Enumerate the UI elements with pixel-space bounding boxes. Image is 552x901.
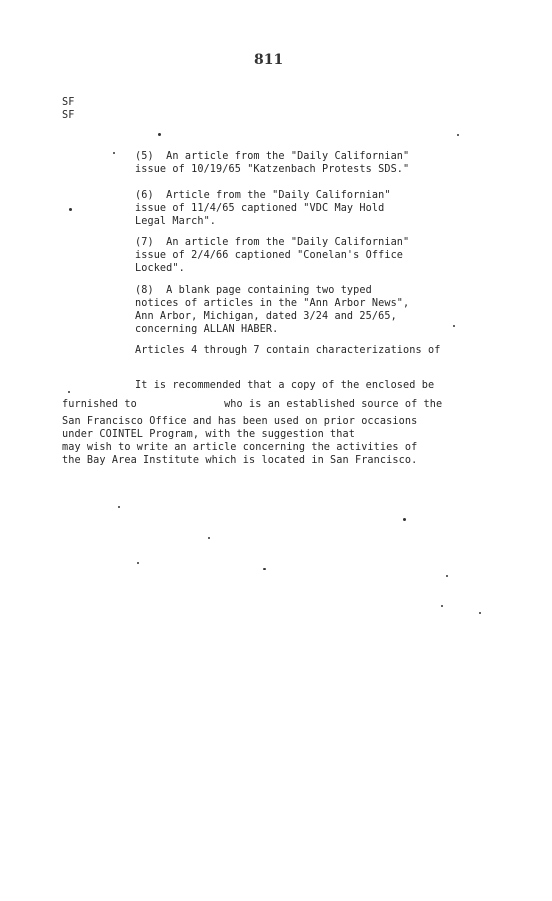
scan-speck bbox=[453, 325, 455, 327]
scan-speck bbox=[158, 133, 161, 136]
scan-speck bbox=[68, 391, 70, 393]
recommendation-line-4: under COINTEL Program, with the suggestion that bbox=[62, 429, 355, 440]
scan-speck bbox=[137, 562, 139, 564]
item-6-line-1: (6) Article from the "Daily Californian" bbox=[135, 190, 391, 201]
item-5-line-1: (5) An article from the "Daily Californian" bbox=[135, 151, 410, 162]
scan-speck bbox=[457, 134, 459, 136]
recommendation-line-1: It is recommended that a copy of the enclosed be bbox=[135, 380, 435, 391]
item-5-line-2: issue of 10/19/65 "Katzenbach Protests SDS." bbox=[135, 164, 410, 175]
scan-speck bbox=[113, 152, 115, 154]
item-7-line-2: issue of 2/4/66 captioned "Conelan's Office bbox=[135, 250, 404, 261]
page-number: 811 bbox=[254, 52, 284, 68]
item-8-line-4: concerning ALLAN HABER. bbox=[135, 324, 279, 335]
scan-speck bbox=[441, 605, 443, 607]
scan-speck bbox=[263, 568, 266, 570]
item-7-line-3: Locked". bbox=[135, 263, 185, 274]
scan-speck bbox=[118, 506, 120, 508]
routing-line-1: SF bbox=[62, 97, 75, 108]
item-8-line-1: (8) A blank page containing two typed bbox=[135, 285, 372, 296]
item-8-line-3: Ann Arbor, Michigan, dated 3/24 and 25/65, bbox=[135, 311, 397, 322]
recommendation-line-2: furnished to who is an established source of the bbox=[62, 399, 443, 410]
routing-line-2: SF bbox=[62, 110, 75, 121]
recommendation-line-5: may wish to write an article concerning the activities of bbox=[62, 442, 418, 453]
scan-speck bbox=[479, 612, 481, 614]
scan-speck bbox=[69, 208, 72, 211]
item-6-line-3: Legal March". bbox=[135, 216, 217, 227]
item-8-line-2: notices of articles in the "Ann Arbor News", bbox=[135, 298, 410, 309]
scan-speck bbox=[403, 518, 406, 521]
recommendation-line-3: San Francisco Office and has been used on prior occasions bbox=[62, 416, 418, 427]
recommendation-line-6: the Bay Area Institute which is located in San Francisco. bbox=[62, 455, 418, 466]
scan-speck bbox=[208, 537, 210, 539]
item-6-line-2: issue of 11/4/65 captioned "VDC May Hold bbox=[135, 203, 385, 214]
item-7-line-1: (7) An article from the "Daily Californian" bbox=[135, 237, 410, 248]
articles-summary: Articles 4 through 7 contain characterizations of bbox=[135, 345, 441, 356]
scan-speck bbox=[446, 575, 448, 577]
